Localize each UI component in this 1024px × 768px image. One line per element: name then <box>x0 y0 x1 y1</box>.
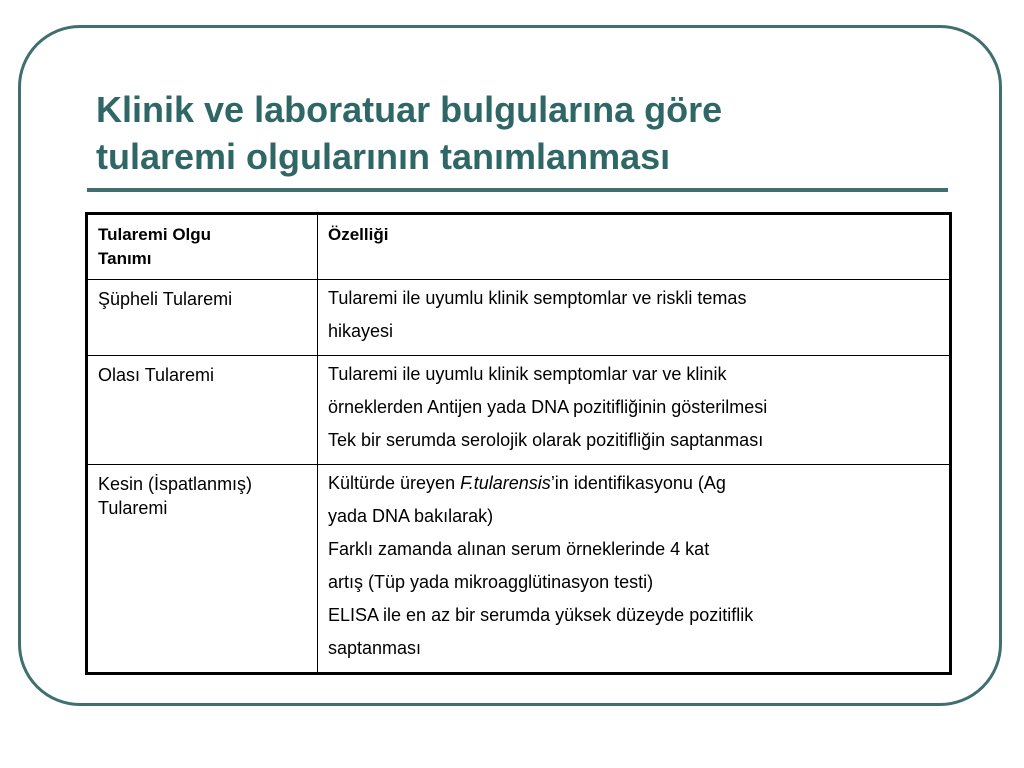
criteria-line: Farklı zamanda alınan serum örneklerinde 4 kat <box>328 539 710 559</box>
slide-title <box>96 86 956 180</box>
case-text: Şüpheli Tularemi <box>98 289 233 309</box>
criteria-cell <box>318 280 951 356</box>
slide-title-line-2: tularemi olgularının tanımlanması <box>96 136 671 177</box>
criteria-line: artış (Tüp yada mikroagglütinasyon testi) <box>328 572 654 592</box>
criteria-line: Tularemi ile uyumlu klinik semptomlar var ve klinik <box>328 364 727 384</box>
case-text: Olası Tularemi <box>98 365 215 385</box>
criteria-line: örneklerden Antijen yada DNA pozitifliğinin gösterilmesi <box>328 397 768 417</box>
table-header-row <box>87 214 951 280</box>
criteria-line <box>328 467 940 500</box>
criteria-text: Kültürde üreyen <box>328 473 461 493</box>
table-row <box>87 280 951 356</box>
case-text: Kesin (İspatlanmış) <box>98 474 253 494</box>
criteria-line: ELISA ile en az bir serumda yüksek düzeyde pozitiflik <box>328 605 754 625</box>
criteria-cell <box>318 465 951 674</box>
criteria-text: ’in identifikasyonu (Ag <box>550 473 726 493</box>
criteria-line: Tek bir serumda serolojik olarak pozitifliğin saptanması <box>328 430 764 450</box>
criteria-line: hikayesi <box>328 321 394 341</box>
header-cell-case-line-1: Tularemi Olgu <box>98 225 212 244</box>
case-cell <box>87 280 318 356</box>
case-cell <box>87 465 318 674</box>
table-row <box>87 465 951 674</box>
criteria-cell <box>318 356 951 465</box>
header-cell-criteria: Özelliği <box>318 214 951 280</box>
case-definition-table <box>85 212 952 675</box>
case-text: Tularemi <box>98 498 168 518</box>
header-cell-case <box>87 214 318 280</box>
case-cell <box>87 356 318 465</box>
table-row <box>87 356 951 465</box>
criteria-line: Tularemi ile uyumlu klinik semptomlar ve riskli temas <box>328 288 747 308</box>
title-divider <box>87 188 948 192</box>
criteria-line: yada DNA bakılarak) <box>328 506 494 526</box>
criteria-line: saptanması <box>328 638 422 658</box>
species-name: F.tularensis <box>460 473 551 493</box>
header-cell-case-line-2: Tanımı <box>98 249 152 268</box>
slide-title-line-1: Klinik ve laboratuar bulgularına göre <box>96 89 723 130</box>
